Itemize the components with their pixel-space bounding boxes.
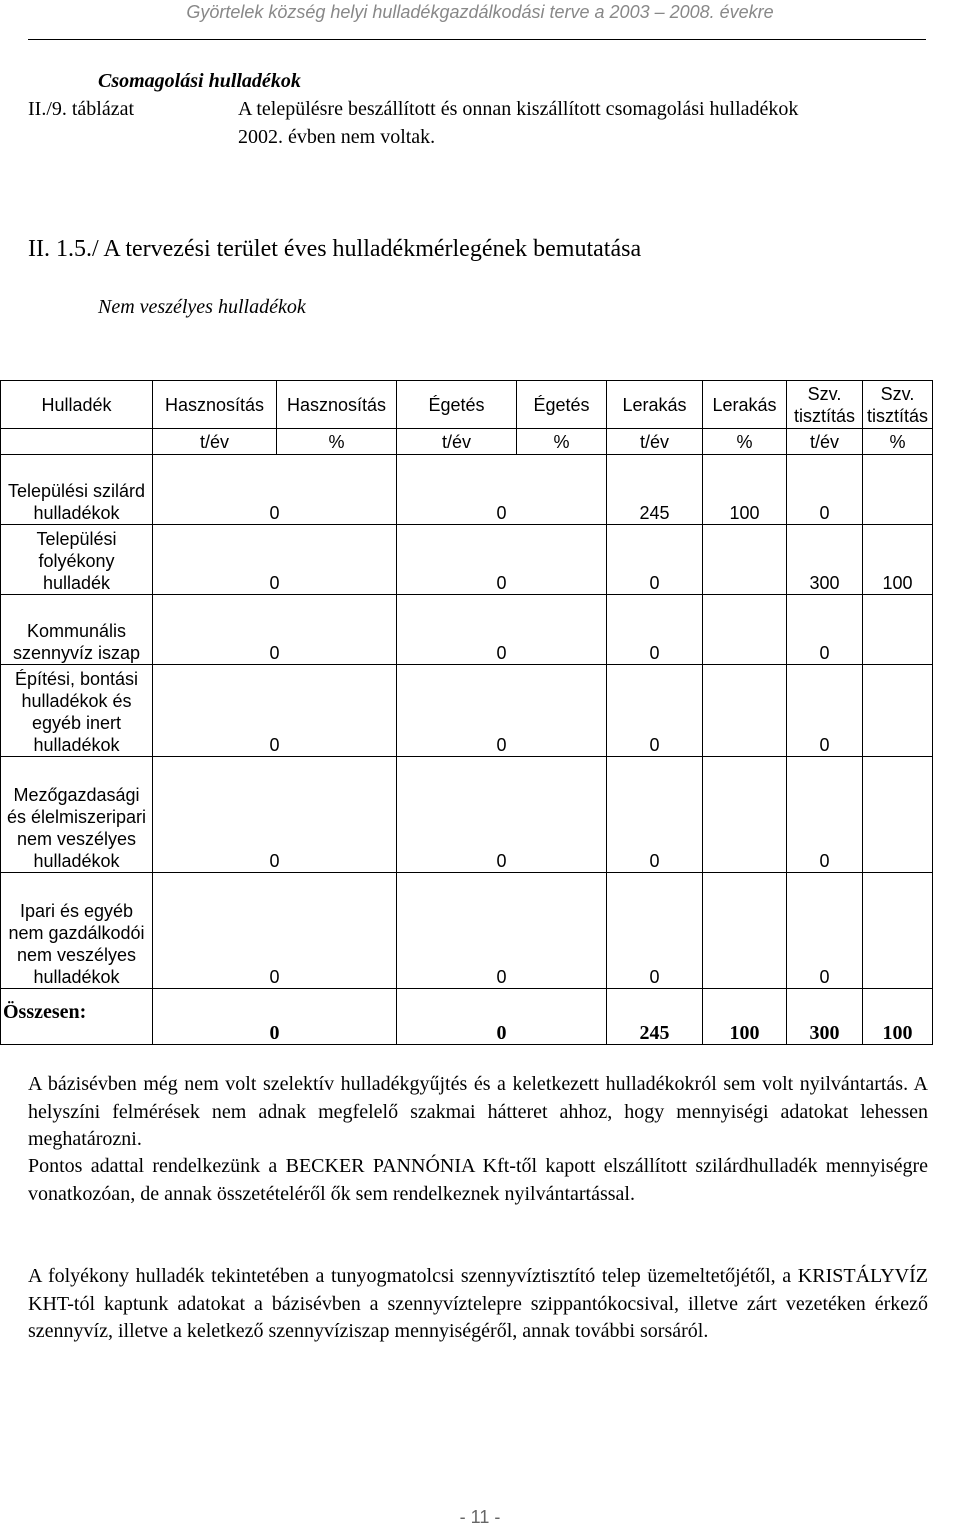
header-rule [28,39,926,40]
value-cell [703,525,787,595]
waste-balance-table [0,380,933,1045]
unit-cell: % [703,429,787,455]
header-cell: Égetés [397,381,517,429]
unit-cell: t/év [787,429,863,455]
unit-cell [1,429,153,455]
running-header: Györtelek község helyi hulladékgazdálkodási terve a 2003 – 2008. évekre [186,2,774,22]
value-cell [703,757,787,873]
row-label: Ipari és egyéb nem gazdálkodói nem veszélyes hulladékok [1,873,153,989]
total-label: Összesen: [1,989,153,1045]
unit-cell: % [517,429,607,455]
unit-cell: t/év [153,429,277,455]
value-cell [863,665,933,757]
value-cell [703,665,787,757]
table-row [1,455,933,525]
value-cell: 0 [397,595,607,665]
value-cell: 0 [787,757,863,873]
row-label: Települési folyékony hulladék [1,525,153,595]
table-unit-row [1,429,933,455]
value-cell: 0 [607,595,703,665]
row-label: Települési szilárd hulladékok [1,455,153,525]
value-cell: 0 [607,873,703,989]
value-cell [863,757,933,873]
value-cell [863,595,933,665]
value-cell: 0 [787,595,863,665]
value-cell: 0 [153,873,397,989]
header-cell: Szv. tisztítás [863,381,933,429]
row-label: Építési, bontási hulladékok és egyéb inert hulladékok [1,665,153,757]
value-cell: 0 [787,455,863,525]
value-cell: 0 [397,873,607,989]
total-cell: 245 [607,989,703,1045]
value-cell: 0 [153,595,397,665]
paragraph-1: A bázisévben még nem volt szelektív hulladékgyűjtés és a keletkezett hulladékokról sem volt nyilvántartás. A helyszíni felmérések nem adnak megfelelő szakmai hátteret ahhoz, hogy mennyiségi adatokat lehessen meghatározni. [28,1073,928,1150]
total-cell: 0 [397,989,607,1045]
value-cell: 0 [397,455,607,525]
value-cell: 300 [787,525,863,595]
value-cell: 0 [153,757,397,873]
table-row [1,595,933,665]
value-cell: 0 [397,665,607,757]
header-cell: Égetés [517,381,607,429]
paragraph-3: A folyékony hulladék tekintetében a tunyogmatolcsi szennyvíztisztító telep üzemeltetőjétől, a KRISTÁLYVÍZ KHT-tól kaptunk adatokat a bázisévben a szennyvíztelepre szippantókocsival, illetve zárt vezetéken érkező szennyvíz, illetve a keletkező szennyvíziszap mennyiségéről, annak további sorsáról. [28,1265,928,1342]
value-cell: 0 [397,525,607,595]
table-row [1,757,933,873]
row-label: Kommunális szennyvíz iszap [1,595,153,665]
value-cell: 100 [863,525,933,595]
section-subtitle: Nem veszélyes hulladékok [98,296,306,318]
table-row [1,873,933,989]
packaging-line-2: 2002. évben nem voltak. [238,126,436,148]
total-cell: 0 [153,989,397,1045]
value-cell: 0 [153,455,397,525]
header-cell: Hasznosítás [277,381,397,429]
value-cell: 0 [153,525,397,595]
table-row [1,525,933,595]
unit-cell: t/év [397,429,517,455]
header-cell: Szv. tisztítás [787,381,863,429]
value-cell: 0 [607,757,703,873]
packaging-line-1: A településre beszállított és onnan kiszállított csomagolási hulladékok [238,98,799,120]
table-total-row [1,989,933,1045]
header-cell: Lerakás [703,381,787,429]
table-header-row [1,381,933,429]
value-cell: 0 [607,525,703,595]
header-cell: Lerakás [607,381,703,429]
unit-cell: % [863,429,933,455]
unit-cell: % [277,429,397,455]
value-cell: 245 [607,455,703,525]
value-cell: 0 [607,665,703,757]
page-number: - 11 - [459,1507,501,1527]
packaging-heading: Csomagolási hulladékok [98,70,301,92]
total-cell: 100 [863,989,933,1045]
value-cell [703,595,787,665]
total-cell: 300 [787,989,863,1045]
value-cell [703,873,787,989]
table-reference: II./9. táblázat [28,98,135,120]
header-cell: Hulladék [1,381,153,429]
value-cell: 0 [787,665,863,757]
paragraph-2: Pontos adattal rendelkezünk a BECKER PANNÓNIA Kft-től kapott elszállított szilárdhulladék mennyiségre vonatkozóan, de annak összetételéről ők sem rendelkeznek nyilvántartással. [28,1155,928,1205]
header-cell: Hasznosítás [153,381,277,429]
total-cell: 100 [703,989,787,1045]
row-label: Mezőgazdasági és élelmiszeripari nem veszélyes hulladékok [1,757,153,873]
table-row [1,665,933,757]
value-cell: 100 [703,455,787,525]
value-cell: 0 [397,757,607,873]
value-cell [863,873,933,989]
value-cell: 0 [787,873,863,989]
value-cell: 0 [153,665,397,757]
unit-cell: t/év [607,429,703,455]
section-title: II. 1.5./ A tervezési terület éves hulladékmérlegének bemutatása [28,236,642,262]
value-cell [863,455,933,525]
